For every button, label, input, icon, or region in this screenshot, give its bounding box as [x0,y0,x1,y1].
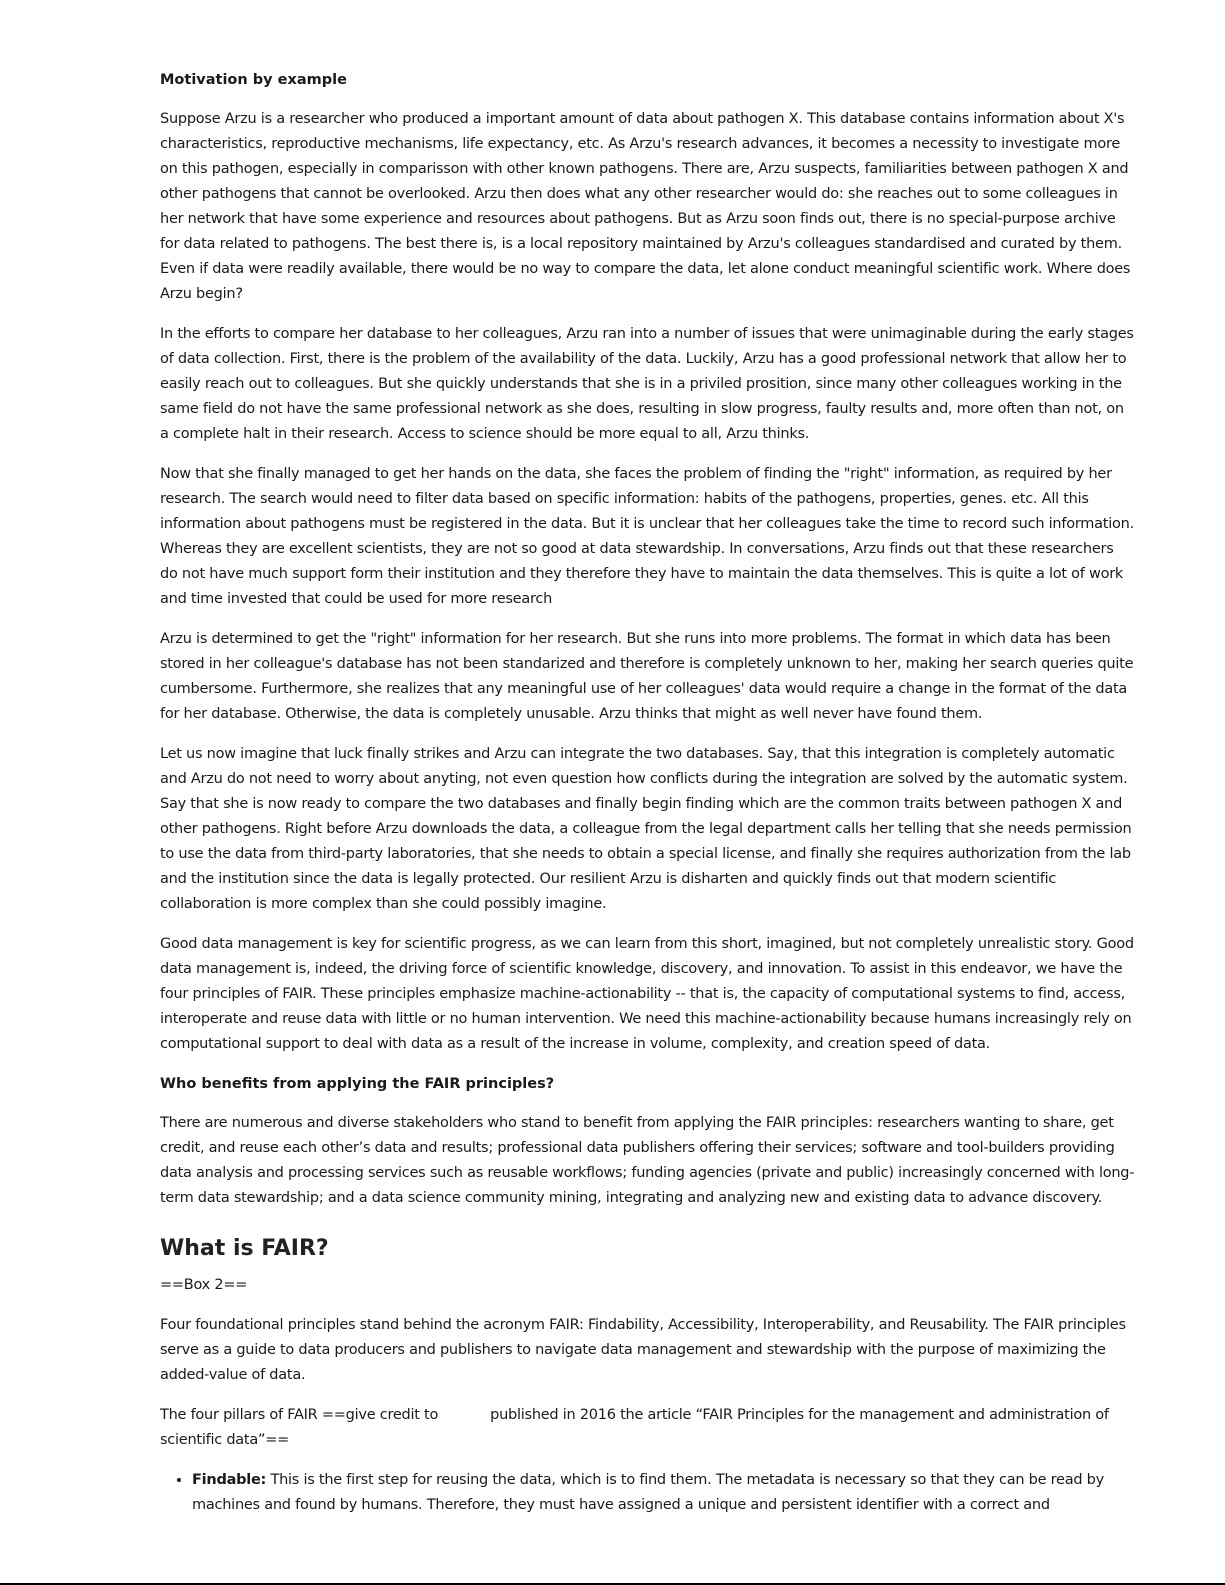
document-body [160,68,1135,1518]
paragraph-motivation-1: Suppose Arzu is a researcher who produced a important amount of data about pathogen X. This database contains information about X's characteristics, reproductive mechanisms, life expectancy, etc. As Arzu's research advances, it becomes a necessity to investigate more on this pathogen, especially in comparisson with other known pathogens. There are, Arzu suspects, familiarities between pathogen X and other pathogens that cannot be overlooked. Arzu then does what any other researcher would do: she reaches out to some colleagues in her network that have some experience and resources about pathogens. But as Arzu soon finds out, there is no special-purpose archive for data related to pathogens. The best there is, is a local repository maintained by Arzu's colleagues standardised and curated by them. Even if data were readily available, there would be no way to compare the data, let alone conduct meaningful scientific work. Where does Arzu begin? [160,111,1131,302]
list-item-text: This is the first step for reusing the data, which is to find them. The metadata is necessary so that they can be read by machines and found by humans. Therefore, they must have assigned a unique and persistent identifier with a correct and [192,1472,1104,1513]
paragraph-fair-intro: Four foundational principles stand behind the acronym FAIR: Findability, Accessibility, Interoperability, and Reusability. The FAIR principles serve as a guide to data producers and publishers to navigate data management and stewardship with the purpose of maximizing the added-value of data. [160,1317,1126,1383]
box-marker: ==Box 2== [160,1277,248,1293]
paragraph-motivation-6: Good data management is key for scientific progress, as we can learn from this short, imagined, but not completely unrealistic story. Good data management is, indeed, the driving force of scientific knowledge, discovery, and innovation. To assist in this endeavor, we have the four principles of FAIR. These principles emphasize machine-actionability -- that is, the capacity of computational systems to find, access, interoperate and reuse data with little or no human intervention. We need this machine-actionability because humans increasingly rely on computational support to deal with data as a result of the increase in volume, complexity, and creation speed of data. [160,936,1134,1052]
section-heading-motivation: Motivation by example [160,72,347,88]
heading-what-is-fair: What is FAIR? [160,1236,329,1261]
fair-principles-list [160,1468,1135,1518]
list-item-term: Findable: [192,1472,267,1488]
paragraph-motivation-5: Let us now imagine that luck finally strikes and Arzu can integrate the two databases. Say, that this integration is completely automatic and Arzu do not need to worry about anyting, not even question how conflicts during the integration are solved by the automatic system. Say that she is now ready to compare the two databases and finally begin finding which are the common traits between pathogen X and other pathogens. Right before Arzu downloads the data, a colleague from the legal department calls her telling that she needs permission to use the data from third-party laboratories, that she needs to obtain a special license, and finally she requires authorization from the lab and the institution since the data is legally protected. Our resilient Arzu is disharten and quickly finds out that modern scientific collaboration is more complex than she could possibly imagine. [160,746,1132,912]
pillars-text-after: published in 2016 the article “FAIR Principles for the management and administration of scientific data”== [160,1407,1109,1448]
pillars-text-before: The four pillars of FAIR ==give credit to [160,1407,439,1423]
section-heading-benefits: Who benefits from applying the FAIR principles? [160,1076,555,1092]
paragraph-fair-pillars [160,1403,1135,1453]
paragraph-benefits-1: There are numerous and diverse stakeholders who stand to benefit from applying the FAIR principles: researchers wanting to share, get credit, and reuse each other’s data and results; professional data publishers offering their services; software and tool-builders providing data analysis and processing services such as reusable workflows; funding agencies (private and public) increasingly concerned with long-term data stewardship; and a data science community mining, integrating and analyzing new and existing data to advance discovery. [160,1115,1135,1206]
list-item-findable [192,1468,1135,1518]
paragraph-motivation-4: Arzu is determined to get the "right" information for her research. But she runs into more problems. The format in which data has been stored in her colleague's database has not been standarized and therefore is completely unknown to her, making her search queries quite cumbersome. Furthermore, she realizes that any meaningful use of her colleagues' data would require a change in the format of the data for her database. Otherwise, the data is completely unusable. Arzu thinks that might as well never have found them. [160,631,1134,722]
paragraph-motivation-2: In the efforts to compare her database to her colleagues, Arzu ran into a number of issues that were unimaginable during the early stages of data collection. First, there is the problem of the availability of the data. Luckily, Arzu has a good professional network that allow her to easily reach out to colleagues. But she quickly understands that she is in a priviled prosition, since many other colleagues working in the same field do not have the same professional network as she does, resulting in slow progress, faulty results and, more often than not, on a complete halt in their research. Access to science should be more equal to all, Arzu thinks. [160,326,1134,442]
paragraph-motivation-3: Now that she finally managed to get her hands on the data, she faces the problem of finding the "right" information, as required by her research. The search would need to filter data based on specific information: habits of the pathogens, properties, genes. etc. All this information about pathogens must be registered in the data. But it is unclear that her colleagues take the time to record such information. Whereas they are excellent scientists, they are not so good at data stewardship. In conversations, Arzu finds out that these researchers do not have much support form their institution and they therefore they have to maintain the data themselves. This is quite a lot of work and time invested that could be used for more research [160,466,1134,607]
